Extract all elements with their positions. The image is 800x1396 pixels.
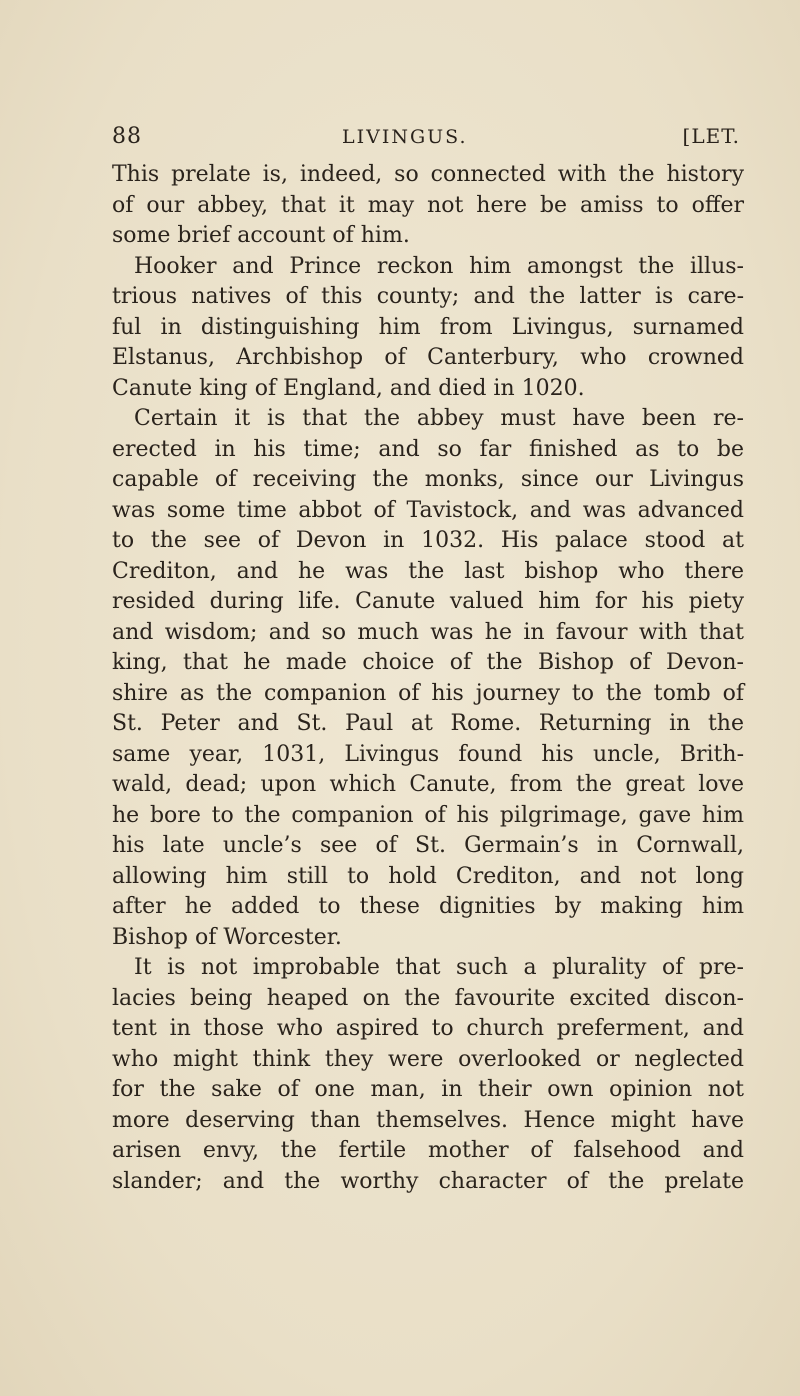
text-line: lacies being heaped on the favourite excited discon- [112, 985, 744, 1011]
text-line: Bishop of Worcester. [112, 924, 342, 950]
text-line: and wisdom; and so much was he in favour with that [112, 619, 744, 645]
text-line: Hooker and Prince reckon him amongst the illus- [134, 253, 744, 279]
text-line: It is not improbable that such a plurality of pre- [134, 955, 744, 980]
text-line: some brief account of him. [112, 223, 410, 248]
text-line: slander; and the worthy character of the prelate [112, 1168, 744, 1194]
text-line: erected in his time; and so far finished as to be [112, 436, 744, 462]
text-line: ful in distinguishing him from Livingus, surnamed [112, 314, 744, 340]
text-line: allowing him still to hold Crediton, and not long [112, 863, 744, 889]
text-line: he bore to the companion of his pilgrimage, gave him [112, 802, 744, 828]
text-line: Canute king of England, and died in 1020. [112, 375, 585, 401]
running-head [112, 124, 740, 154]
text-line: more deserving than themselves. Hence might have [112, 1107, 744, 1133]
running-title: LIVINGUS. [342, 126, 468, 148]
running-head-right: [LET. [682, 124, 740, 148]
text-line: king, that he made choice of the Bishop of Devon- [112, 650, 744, 675]
text-line: tent in those who aspired to church preferment, and [112, 1016, 744, 1041]
page-number: 88 [112, 124, 142, 149]
text-line: arisen envy, the fertile mother of falsehood and [112, 1138, 744, 1163]
text-line: St. Peter and St. Paul at Rome. Returning in the [112, 711, 744, 736]
text-line: trious natives of this county; and the latter is care- [112, 284, 744, 309]
text-line: same year, 1031, Livingus found his uncle, Brith- [112, 741, 744, 767]
text-line: This prelate is, indeed, so connected with the history [112, 162, 744, 187]
text-line: of our abbey, that it may not here be amiss to offer [112, 192, 744, 218]
text-line: capable of receiving the monks, since our Livingus [112, 467, 744, 492]
text-line: Certain it is that the abbey must have been re- [134, 406, 744, 431]
text-line: Crediton, and he was the last bishop who there [112, 558, 744, 584]
text-line: for the sake of one man, in their own opinion not [112, 1077, 744, 1102]
text-line: after he added to these dignities by making him [112, 894, 744, 919]
text-line: wald, dead; upon which Canute, from the great love [112, 772, 744, 797]
text-line: resided during life. Canute valued him for his piety [112, 589, 744, 614]
text-line: to the see of Devon in 1032. His palace stood at [112, 528, 744, 553]
text-line: who might think they were overlooked or neglected [112, 1046, 744, 1072]
text-line: was some time abbot of Tavistock, and was advanced [112, 497, 744, 523]
body-text [112, 160, 744, 1197]
text-line: shire as the companion of his journey to the tomb of [112, 680, 744, 706]
text-line: Elstanus, Archbishop of Canterbury, who crowned [112, 345, 744, 370]
text-line: his late uncle’s see of St. Germain’s in Cornwall, [112, 833, 744, 858]
